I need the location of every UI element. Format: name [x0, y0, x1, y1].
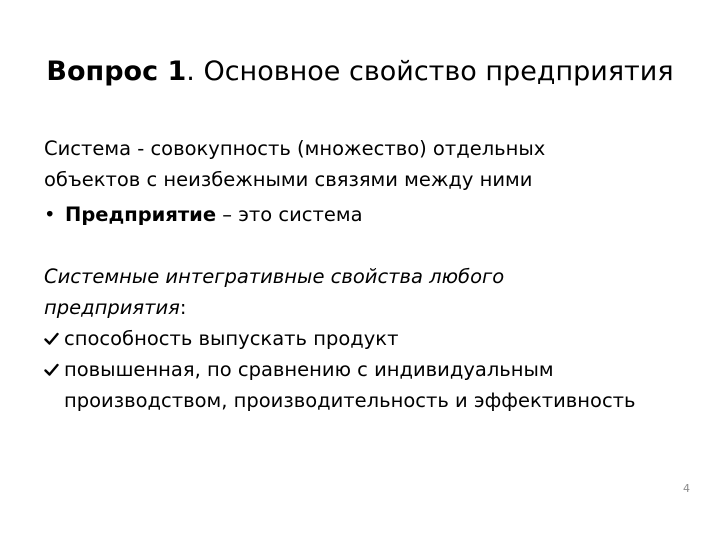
bullet-bold-text: Предприятие	[65, 203, 217, 226]
checklist-item-2-line-2: производством, производительность и эффективность	[64, 389, 636, 412]
checklist-item-1-line-1: способность выпускать продукт	[64, 327, 399, 350]
properties-heading-line-2	[44, 292, 684, 323]
bullet-rest-text: – это система	[216, 203, 363, 226]
checkmark-icon	[44, 323, 64, 354]
definition-line-1: Система - совокупность (множество) отдельных	[44, 137, 546, 160]
checklist-item-1-text	[64, 323, 398, 354]
bullet-dot-icon: •	[44, 203, 56, 226]
title-bold-part: Вопрос 1	[46, 56, 187, 87]
checklist-item-2-line-1: повышенная, по сравнению с индивидуальным	[64, 358, 554, 381]
checklist-item-2	[44, 354, 684, 416]
page-number: 4	[683, 482, 690, 495]
spacer	[44, 230, 684, 261]
bullet-item	[44, 199, 684, 230]
properties-heading-line-2-italic: предприятия	[44, 296, 180, 319]
definition-paragraph	[44, 133, 684, 195]
bullet-text	[65, 199, 363, 230]
title-regular-part: . Основное свойство предприятия	[186, 56, 674, 87]
definition-line-2: объектов с неизбежными связями между ними	[44, 168, 533, 191]
slide-content	[44, 133, 684, 416]
checklist-item-1	[44, 323, 684, 354]
properties-heading	[44, 261, 684, 323]
properties-heading-line-1: Системные интегративные свойства любого	[44, 265, 505, 288]
checkmark-icon	[44, 354, 64, 385]
checklist-item-2-text	[64, 354, 636, 416]
properties-heading-colon: :	[179, 296, 187, 319]
slide-title	[0, 52, 720, 92]
